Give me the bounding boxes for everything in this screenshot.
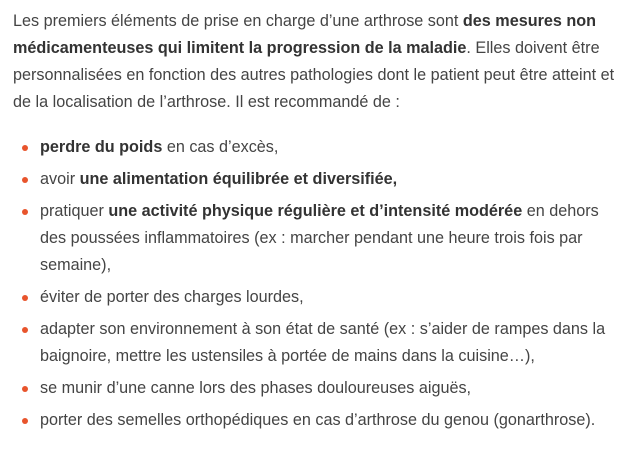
item-text-before: avoir	[40, 170, 80, 188]
item-text-after: en dehors des poussées inflammatoires (ex : marcher pendant une heure trois fois par semaine),	[40, 202, 599, 274]
recommendations-list	[13, 134, 627, 434]
list-item	[13, 284, 627, 311]
item-text-before: adapter son environnement à son état de santé (ex : s’aider de rampes dans la baignoire, mettre les ustensiles à portée de mains dans la cuisine…),	[40, 320, 606, 365]
bullet-dot-icon	[22, 209, 28, 215]
bullet-dot-icon	[22, 418, 28, 424]
bullet-dot-icon	[22, 295, 28, 301]
list-item	[13, 407, 627, 434]
item-text-before: pratiquer	[40, 202, 109, 220]
intro-text-2: . Elles doivent être personnalisées en fonction des autres pathologies dont le patient peut être atteint et de la localisation de l’arthrose. Il est recommandé de :	[13, 39, 615, 111]
list-item	[13, 316, 627, 370]
item-text-bold: une activité physique régulière et d’intensité modérée	[108, 202, 523, 220]
bullet-dot-icon	[22, 145, 28, 151]
intro-text-1: Les premiers éléments de prise en charge d’une arthrose sont	[13, 12, 463, 30]
bullet-dot-icon	[22, 386, 28, 392]
list-item	[13, 375, 627, 402]
item-text-bold: perdre du poids	[40, 138, 163, 156]
item-text-bold: une alimentation équilibrée et diversifiée,	[79, 170, 398, 188]
item-text-before: se munir d’une canne lors des phases douloureuses aiguës,	[40, 379, 472, 397]
list-item	[13, 134, 627, 161]
item-text-before: porter des semelles orthopédiques en cas d’arthrose du genou (gonarthrose).	[40, 411, 596, 429]
list-item	[13, 198, 627, 279]
list-item	[13, 166, 627, 193]
bullet-dot-icon	[22, 327, 28, 333]
intro-emphasis: des mesures non médicamenteuses qui limitent la progression de la maladie	[13, 12, 597, 57]
item-text-after: en cas d’excès,	[162, 138, 279, 156]
intro-paragraph	[13, 8, 627, 116]
bullet-dot-icon	[22, 177, 28, 183]
item-text-before: éviter de porter des charges lourdes,	[40, 288, 304, 306]
